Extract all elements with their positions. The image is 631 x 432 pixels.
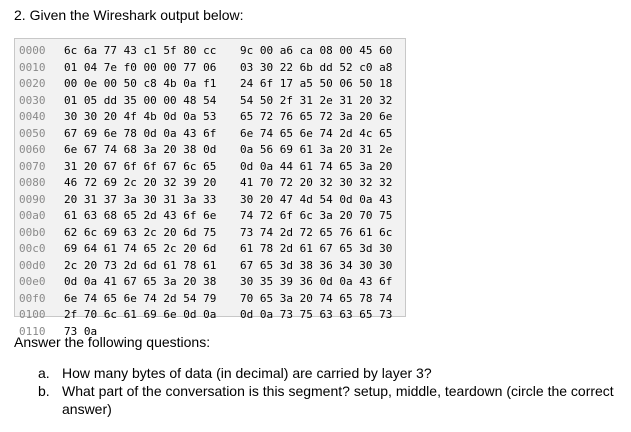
hex-bytes-second-half: 30 20 47 4d 54 0d 0a 43 xyxy=(240,192,393,206)
hex-bytes-second-half: 41 70 72 20 32 30 32 32 xyxy=(240,176,393,189)
question-letter: b. xyxy=(38,383,50,399)
question-title: 2. Given the Wireshark output below: xyxy=(14,7,244,23)
hex-row xyxy=(19,208,392,225)
question-list xyxy=(38,364,618,418)
hex-bytes-first-half: 31 20 67 6f 6f 67 6c 65 xyxy=(64,159,217,173)
hex-offset: 0110 xyxy=(19,324,46,338)
hex-bytes-second-half: 0d 0a 73 75 63 63 65 73 xyxy=(240,308,393,321)
hex-bytes-first-half: 20 31 37 3a 30 31 3a 33 xyxy=(64,192,217,206)
hex-bytes-first-half: 69 64 61 74 65 2c 20 6d xyxy=(64,242,217,255)
hex-offset: 0050 xyxy=(19,126,46,140)
hex-offset: 0100 xyxy=(19,308,46,321)
hex-dump-rows xyxy=(19,43,392,340)
hex-bytes-second-half: 70 65 3a 20 74 65 78 74 xyxy=(240,291,393,305)
hex-row xyxy=(19,175,392,192)
hex-bytes-first-half: 01 05 dd 35 00 00 48 54 xyxy=(64,93,217,107)
hex-bytes-second-half: 67 65 3d 38 36 34 30 30 xyxy=(240,258,393,272)
hex-offset: 00a0 xyxy=(19,209,46,222)
question-text: What part of the conversation is this segment? setup, middle, teardown (circle the correct answer) xyxy=(62,383,614,417)
hex-bytes-first-half: 2c 20 73 2d 6d 61 78 61 xyxy=(64,258,217,272)
hex-row xyxy=(19,225,392,242)
hex-bytes-first-half: 6c 6a 77 43 c1 5f 80 cc xyxy=(64,44,217,57)
hex-offset: 00c0 xyxy=(19,242,46,255)
hex-offset: 0000 xyxy=(19,44,46,57)
hex-row xyxy=(19,126,392,143)
hex-bytes-second-half: 6e 74 65 6e 74 2d 4c 65 xyxy=(240,126,393,140)
hex-bytes-second-half: 30 35 39 36 0d 0a 43 6f xyxy=(240,275,393,288)
hex-row xyxy=(19,142,392,159)
hex-row xyxy=(19,76,392,93)
hex-offset: 0090 xyxy=(19,192,46,206)
hex-bytes-first-half: 6e 67 74 68 3a 20 38 0d xyxy=(64,143,217,156)
hex-row xyxy=(19,93,392,110)
question-text: How many bytes of data (in decimal) are carried by layer 3? xyxy=(62,365,432,381)
question-item xyxy=(38,382,618,418)
hex-offset: 0030 xyxy=(19,93,46,107)
hex-bytes-second-half: 54 50 2f 31 2e 31 20 32 xyxy=(240,93,393,107)
question-item xyxy=(38,364,618,382)
answer-heading: Answer the following questions: xyxy=(14,334,211,350)
hex-bytes-second-half: 74 72 6f 6c 3a 20 70 75 xyxy=(240,209,393,222)
hex-bytes-second-half: 24 6f 17 a5 50 06 50 18 xyxy=(240,77,393,90)
hex-row xyxy=(19,109,392,126)
hex-bytes-first-half: 61 63 68 65 2d 43 6f 6e xyxy=(64,209,217,222)
hex-bytes-second-half: 0a 56 69 61 3a 20 31 2e xyxy=(240,143,393,156)
hex-bytes-first-half: 00 0e 00 50 c8 4b 0a f1 xyxy=(64,77,217,90)
hex-bytes-second-half: 61 78 2d 61 67 65 3d 30 xyxy=(240,242,393,255)
hex-offset: 00d0 xyxy=(19,258,46,272)
hex-bytes-second-half: 03 30 22 6b dd 52 c0 a8 xyxy=(240,60,393,74)
hex-row xyxy=(19,241,392,258)
hex-bytes-second-half: 9c 00 a6 ca 08 00 45 60 xyxy=(240,44,393,57)
hex-bytes-second-half: 65 72 76 65 72 3a 20 6e xyxy=(240,110,393,123)
hex-row xyxy=(19,60,392,77)
hex-row xyxy=(19,43,392,60)
hex-bytes-first-half: 73 0a xyxy=(64,324,98,338)
hex-bytes-first-half: 46 72 69 2c 20 32 39 20 xyxy=(64,176,217,189)
question-letter: a. xyxy=(38,365,50,381)
hex-row xyxy=(19,307,392,324)
hex-bytes-first-half: 0d 0a 41 67 65 3a 20 38 xyxy=(64,275,217,288)
hex-bytes-second-half: 0d 0a 44 61 74 65 3a 20 xyxy=(240,159,393,173)
hex-row xyxy=(19,159,392,176)
hex-offset: 00b0 xyxy=(19,225,46,239)
hex-row xyxy=(19,192,392,209)
hex-bytes-first-half: 01 04 7e f0 00 00 77 06 xyxy=(64,60,217,74)
hex-offset: 0020 xyxy=(19,77,46,90)
hex-offset: 00e0 xyxy=(19,275,46,288)
hex-offset: 0070 xyxy=(19,159,46,173)
hex-offset: 0040 xyxy=(19,110,46,123)
hex-bytes-first-half: 2f 70 6c 61 69 6e 0d 0a xyxy=(64,308,217,321)
hex-offset: 00f0 xyxy=(19,291,46,305)
hex-bytes-first-half: 67 69 6e 78 0d 0a 43 6f xyxy=(64,126,217,140)
hex-offset: 0060 xyxy=(19,143,46,156)
hex-offset: 0080 xyxy=(19,176,46,189)
hex-row xyxy=(19,291,392,308)
hex-row xyxy=(19,258,392,275)
hex-dump-panel xyxy=(14,38,406,338)
hex-row xyxy=(19,274,392,291)
hex-bytes-first-half: 62 6c 69 63 2c 20 6d 75 xyxy=(64,225,217,239)
hex-bytes-first-half: 6e 74 65 6e 74 2d 54 79 xyxy=(64,291,217,305)
hex-bytes-first-half: 30 30 20 4f 4b 0d 0a 53 xyxy=(64,110,217,123)
hex-bytes-second-half: 73 74 2d 72 65 76 61 6c xyxy=(240,225,393,239)
hex-offset: 0010 xyxy=(19,60,46,74)
